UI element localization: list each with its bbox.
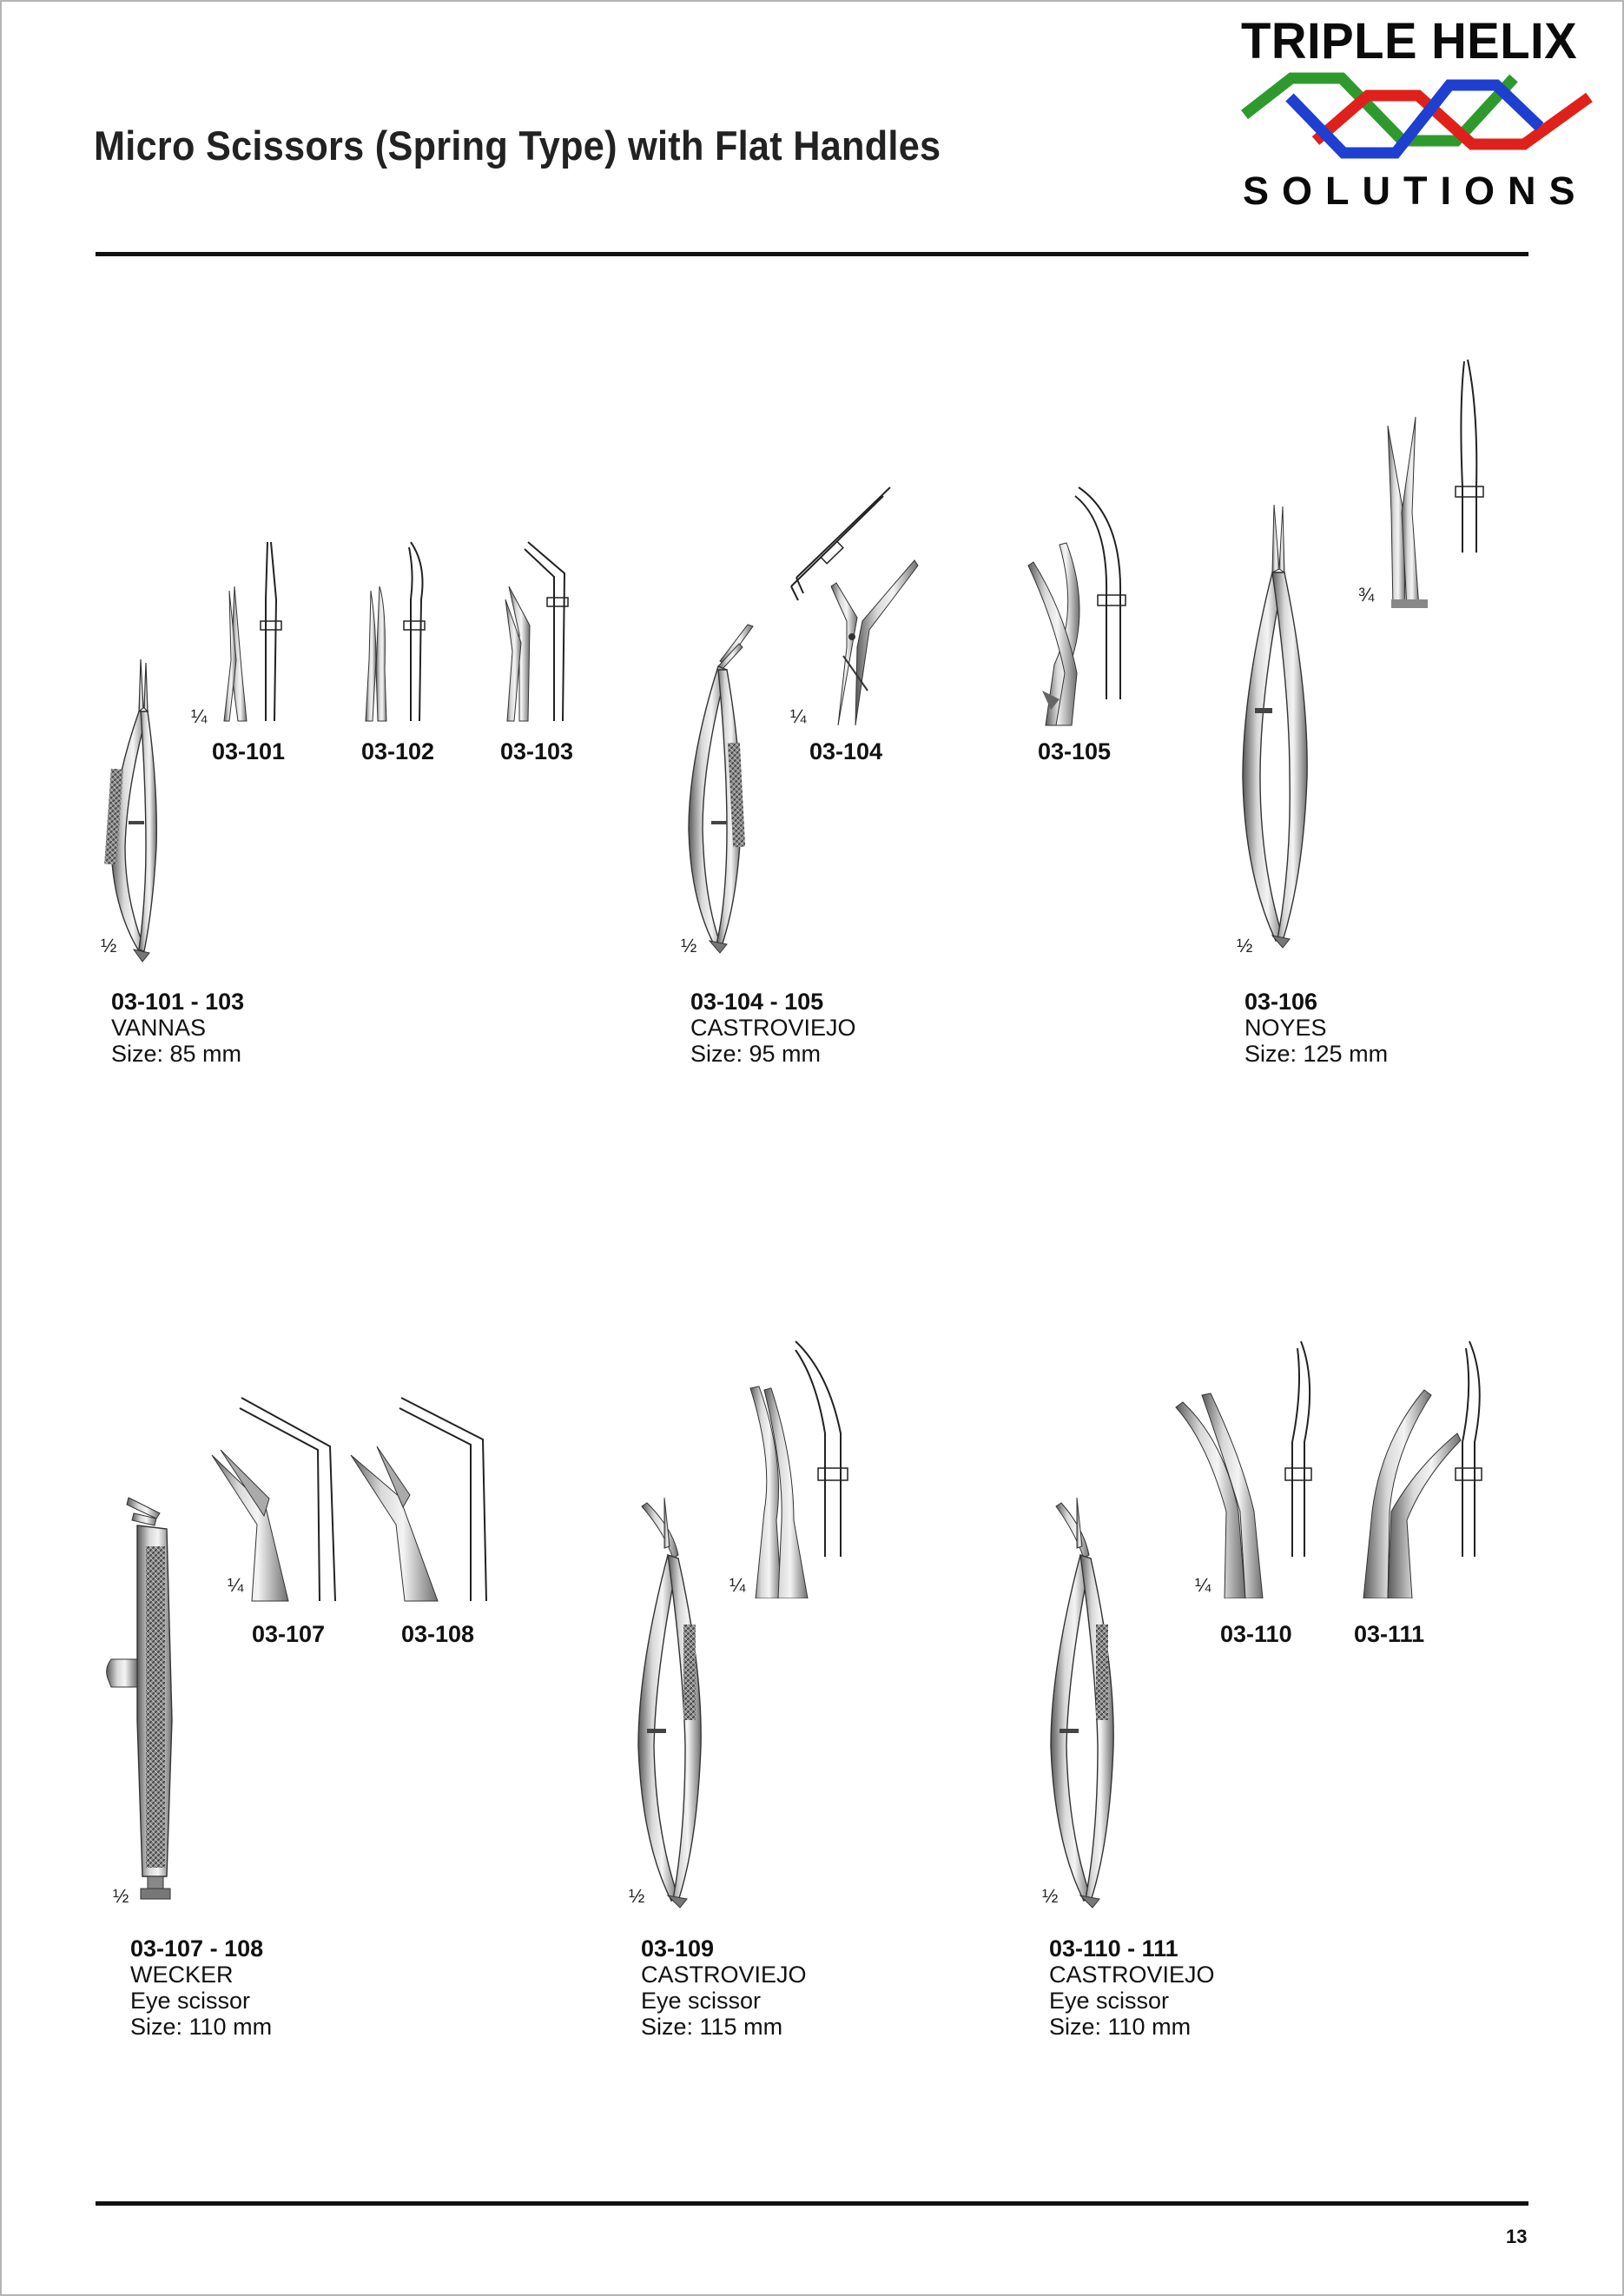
group-caption-vannas bbox=[111, 989, 244, 1067]
scale-label-three-quarter: ¾ bbox=[1358, 584, 1375, 605]
group-code: 03-107 - 108 bbox=[130, 1935, 264, 1962]
scale-label-half: ½ bbox=[1042, 1885, 1059, 1907]
scale-label-half: ½ bbox=[101, 935, 117, 956]
tip-detail-03-106 bbox=[1381, 356, 1494, 608]
group-size: Size: 115 mm bbox=[641, 2014, 783, 2040]
helix-logo-icon bbox=[1238, 63, 1602, 165]
product-code-03-103: 03-103 bbox=[500, 738, 574, 764]
tip-detail-03-103 bbox=[502, 539, 580, 734]
scale-label-half: ½ bbox=[629, 1885, 645, 1907]
castroviejo-eye-scissors-illustration bbox=[630, 1494, 725, 1911]
group-caption-wecker bbox=[130, 1935, 272, 2040]
group-caption-castroviejo-104 bbox=[690, 989, 856, 1067]
scale-label-quarter: ¼ bbox=[1195, 1574, 1211, 1596]
group-code: 03-101 - 103 bbox=[111, 989, 245, 1015]
page-title: Micro Scissors (Spring Type) with Flat Handles bbox=[94, 122, 941, 169]
group-size: Size: 125 mm bbox=[1244, 1041, 1389, 1067]
group-type: Eye scissor bbox=[1049, 1988, 1170, 2014]
tip-detail-03-105 bbox=[1025, 482, 1155, 730]
product-code-03-101: 03-101 bbox=[212, 738, 286, 764]
group-size: Size: 110 mm bbox=[1049, 2014, 1192, 2040]
product-code-03-107: 03-107 bbox=[252, 1621, 326, 1647]
group-caption-noyes bbox=[1244, 989, 1388, 1067]
group-type: Eye scissor bbox=[130, 1988, 251, 2014]
tip-detail-03-108 bbox=[347, 1394, 495, 1603]
tip-detail-03-104 bbox=[786, 482, 925, 730]
product-code-03-108: 03-108 bbox=[401, 1621, 475, 1647]
group-code: 03-106 bbox=[1244, 989, 1318, 1015]
castroviejo-scissors-illustration bbox=[673, 621, 769, 956]
tip-detail-03-101 bbox=[217, 539, 295, 734]
group-name: CASTROVIEJO bbox=[690, 1015, 856, 1041]
group-name: CASTROVIEJO bbox=[1049, 1962, 1215, 1988]
product-code-03-104: 03-104 bbox=[809, 738, 883, 764]
noyes-scissors-illustration bbox=[1229, 500, 1324, 951]
group-caption-castroviejo-109 bbox=[641, 1935, 807, 2040]
product-code-03-102: 03-102 bbox=[361, 738, 435, 764]
group-name: CASTROVIEJO bbox=[641, 1962, 807, 1988]
product-code-03-111: 03-111 bbox=[1354, 1621, 1425, 1647]
scale-label-half: ½ bbox=[681, 935, 697, 956]
footer-rule bbox=[96, 2201, 1528, 2206]
scale-label-quarter: ¼ bbox=[191, 705, 208, 727]
group-name: WECKER bbox=[130, 1962, 234, 1988]
scale-label-half: ½ bbox=[1237, 935, 1253, 956]
castroviejo-eye-scissors-110-illustration bbox=[1040, 1494, 1136, 1911]
tip-detail-03-107 bbox=[208, 1394, 347, 1603]
group-caption-castroviejo-110 bbox=[1049, 1935, 1215, 2040]
scale-label-half: ½ bbox=[113, 1885, 129, 1907]
tip-detail-03-102 bbox=[360, 539, 439, 734]
logo-wordmark-top: TRIPLE HELIX bbox=[1241, 13, 1578, 69]
product-code-03-110: 03-110 bbox=[1220, 1621, 1292, 1647]
tip-detail-03-110 bbox=[1172, 1338, 1329, 1598]
tip-detail-03-109 bbox=[721, 1338, 877, 1598]
product-code-03-105: 03-105 bbox=[1038, 738, 1112, 764]
scale-label-quarter: ¼ bbox=[790, 705, 807, 727]
group-code: 03-109 bbox=[641, 1935, 715, 1962]
logo-wordmark-bottom: SOLUTIONS bbox=[1243, 169, 1588, 213]
wecker-scissors-illustration bbox=[102, 1494, 207, 1911]
scale-label-quarter: ¼ bbox=[228, 1574, 244, 1596]
tip-detail-03-111 bbox=[1346, 1338, 1502, 1598]
scale-label-quarter: ¼ bbox=[729, 1574, 746, 1596]
group-code: 03-104 - 105 bbox=[690, 989, 824, 1015]
group-name: NOYES bbox=[1244, 1015, 1327, 1041]
page-number: 13 bbox=[1506, 2226, 1528, 2247]
group-size: Size: 95 mm bbox=[690, 1041, 822, 1067]
group-size: Size: 85 mm bbox=[111, 1041, 242, 1067]
group-code: 03-110 - 111 bbox=[1049, 1935, 1178, 1962]
group-type: Eye scissor bbox=[641, 1988, 762, 2014]
company-logo bbox=[1238, 9, 1602, 217]
header-rule bbox=[96, 252, 1528, 256]
group-size: Size: 110 mm bbox=[130, 2014, 273, 2040]
vannas-scissors-illustration bbox=[96, 656, 174, 969]
group-name: VANNAS bbox=[111, 1015, 207, 1041]
